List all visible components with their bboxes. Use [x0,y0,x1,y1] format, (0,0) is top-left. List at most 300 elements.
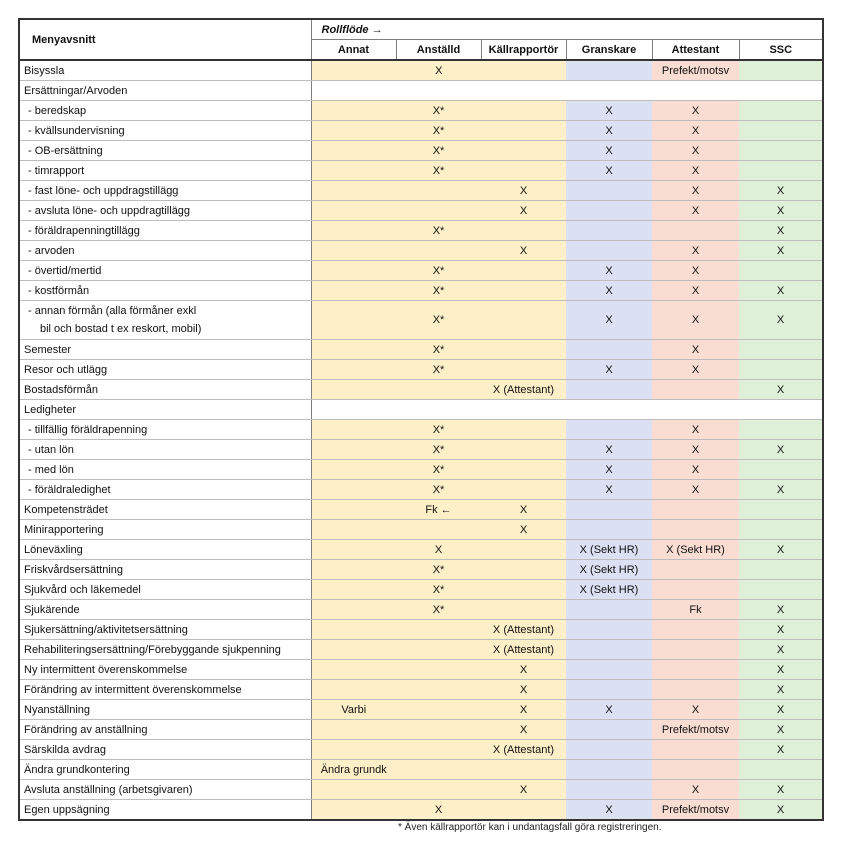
role-cell-anställd: X* [396,600,481,620]
table-row [19,560,823,580]
role-cell-empty [396,720,481,740]
role-header-anställd: Anställd [396,40,481,61]
role-cell-granskare: X (Sekt HR) [566,580,652,600]
role-cell-källrapportör: X [481,660,566,680]
role-cell-källrapportör: X [481,780,566,800]
role-cell-empty [311,580,396,600]
role-cell-empty [566,780,652,800]
menu-label-text: - avsluta löne- och uppdragtillägg [28,204,191,217]
role-cell-anställd: X* [396,121,481,141]
role-cell-anställd: Fk ← [396,500,481,520]
role-cell-empty [311,161,396,181]
menu-section-label [19,720,311,740]
role-cell-anställd: X* [396,281,481,301]
table-row [19,201,823,221]
role-cell-empty [311,420,396,440]
role-cell-empty [311,360,396,380]
menu-section-label [19,81,311,101]
role-cell-annat: X [311,60,566,81]
role-cell-empty [481,281,566,301]
role-cell-empty [481,340,566,360]
role-cell-ssc: X [739,620,823,640]
table-row [19,281,823,301]
menu-label-text: - föräldrapenningtillägg [28,224,140,237]
role-cell-attestant: X [652,181,739,201]
role-cell-attestant: Prefekt/motsv [652,60,739,81]
role-cell-ssc: X [739,540,823,560]
role-cell-empty [481,360,566,380]
role-cell-källrapportör: X [481,520,566,540]
role-cell-ssc: X [739,720,823,740]
role-cell-empty [652,520,739,540]
role-cell-ssc: X [739,800,823,821]
role-cell-empty [396,700,481,720]
table-row [19,241,823,261]
role-cell-empty [311,600,396,620]
role-cell-attestant: X [652,101,739,121]
role-cell-empty [311,221,396,241]
table-row [19,500,823,520]
role-cell-granskare: X [566,800,652,821]
role-cell-källrapportör: X (Attestant) [481,640,566,660]
role-cell-ssc: X [739,241,823,261]
role-cell-empty [739,560,823,580]
role-cell-granskare: X [566,261,652,281]
role-cell-empty [566,340,652,360]
role-cell-källrapportör: X (Attestant) [481,380,566,400]
role-cell-attestant: X [652,281,739,301]
role-cell-empty [311,440,396,460]
role-cell-empty [311,380,396,400]
role-cell-ssc: X [739,440,823,460]
menu-section-label [19,680,311,700]
role-cell-empty [652,760,739,780]
role-cell-attestant: X (Sekt HR) [652,540,739,560]
role-cell-empty [396,680,481,700]
menu-section-label [19,101,311,121]
role-header-annat: Annat [311,40,396,61]
menu-section-label [19,480,311,500]
menu-label-text: Avsluta anställning (arbetsgivaren) [24,783,193,796]
role-cell-ssc: X [739,480,823,500]
role-cell-empty [739,101,823,121]
role-cell-empty [481,460,566,480]
menu-label-text: - OB-ersättning [28,144,103,157]
role-cell-empty [566,201,652,221]
role-cell-källrapportör: X [481,700,566,720]
role-cell-ssc: X [739,221,823,241]
menu-label-text: - beredskap [28,104,87,117]
role-cell-attestant: Fk [652,600,739,620]
table-row [19,780,823,800]
role-cell-empty [566,420,652,440]
role-cell-empty [652,640,739,660]
role-cell-empty [311,480,396,500]
role-cell-empty [311,460,396,480]
role-cell-empty [311,560,396,580]
menu-label-text: Semester [24,343,72,356]
role-cell-granskare: X [566,301,652,340]
menu-section-label [19,340,311,360]
role-cell-empty [311,680,396,700]
role-cell-empty [566,680,652,700]
role-cell-empty [739,161,823,181]
role-cell-annat: Varbi [311,700,396,720]
role-flow-table-wrapper [18,18,824,821]
role-cell-granskare: X [566,101,652,121]
role-cell-empty [311,241,396,261]
table-row [19,141,823,161]
role-cell-anställd: X* [396,161,481,181]
role-cell-empty [481,560,566,580]
role-cell-attestant: X [652,340,739,360]
role-cell-empty [652,740,739,760]
role-cell-anställd: X* [396,340,481,360]
role-cell-empty [396,760,481,780]
role-cell-granskare: X [566,700,652,720]
role-flow-table [18,18,824,821]
role-cell-anställd: X* [396,101,481,121]
role-cell-empty [396,181,481,201]
table-row [19,460,823,480]
role-cell-empty [481,301,566,340]
role-cell-empty [566,221,652,241]
role-cell-empty [311,281,396,301]
menu-section-label [19,440,311,460]
menu-label-text: - fast löne- och uppdragstillägg [28,184,179,197]
role-cell-empty [566,760,652,780]
role-cell-empty [481,600,566,620]
role-cell-empty [481,760,566,780]
menu-label-text: Bostadsförmån [24,383,98,396]
role-cell-empty [652,221,739,241]
menu-label-text: Ny intermittent överenskommelse [24,663,188,676]
role-cell-empty [566,620,652,640]
role-cell-empty [566,640,652,660]
menu-section-label [19,540,311,560]
role-cell-empty [481,161,566,181]
menu-section-label [19,760,311,780]
role-cell-attestant: X [652,121,739,141]
menu-section-label [19,221,311,241]
menu-section-label [19,640,311,660]
menu-section-label [19,420,311,440]
menu-section-label [19,181,311,201]
table-row [19,620,823,640]
role-cell-ssc: X [739,380,823,400]
role-cell-anställd: X [396,800,481,821]
role-cell-empty [481,440,566,460]
role-header-ssc: SSC [739,40,823,61]
role-cell-empty [652,580,739,600]
role-cell-empty [311,780,396,800]
menu-label-text: Löneväxling [24,543,83,556]
menu-label-text: Särskilda avdrag [24,743,106,756]
menu-label-text: - annan förmån (alla förmåner exkl [28,305,197,317]
role-cell-empty [481,480,566,500]
role-flow-label: Rollflöde [321,23,369,36]
menu-section-label [19,380,311,400]
table-row [19,680,823,700]
table-row [19,700,823,720]
role-cell-granskare: X [566,460,652,480]
menu-section-label [19,780,311,800]
table-row [19,740,823,760]
menu-section-label [19,261,311,281]
role-cell-empty [566,600,652,620]
role-cell-empty [311,800,396,821]
role-cell-empty [311,500,396,520]
role-cell-attestant: X [652,261,739,281]
role-flow-header [311,19,823,40]
arrow-right-icon: → [371,23,383,36]
role-cell-empty [311,520,396,540]
table-row [19,301,823,340]
role-cell-empty [739,261,823,281]
menu-label-text: - kostförmån [28,284,90,297]
role-cell-attestant: X [652,480,739,500]
role-cell-granskare: X (Sekt HR) [566,540,652,560]
menu-section-label [19,241,311,261]
role-cell-attestant: X [652,420,739,440]
role-cell-attestant: X [652,301,739,340]
menu-section-label [19,600,311,620]
menu-label-text: Ändra grundkontering [24,763,130,776]
role-cell-attestant: Prefekt/motsv [652,800,739,821]
menu-section-label [19,161,311,181]
role-cell-empty [396,520,481,540]
role-cell-empty [566,660,652,680]
role-cell-empty [481,141,566,161]
role-cell-ssc: X [739,600,823,620]
role-cell-empty [566,520,652,540]
role-cell-attestant: X [652,201,739,221]
menu-section-label [19,740,311,760]
role-cell-annat: Ändra grundk [311,760,396,780]
role-cell-empty [481,800,566,821]
table-row [19,480,823,500]
table-row [19,221,823,241]
role-cell-källrapportör: X [481,720,566,740]
table-row [19,800,823,821]
section-blank-cell [311,400,823,420]
role-cell-ssc: X [739,281,823,301]
role-cell-empty [652,620,739,640]
role-cell-anställd: X* [396,560,481,580]
table-row [19,380,823,400]
role-cell-empty [311,340,396,360]
role-cell-empty [311,121,396,141]
role-cell-empty [652,560,739,580]
table-row [19,340,823,360]
role-cell-attestant: X [652,700,739,720]
role-cell-empty [739,460,823,480]
role-cell-empty [396,201,481,221]
menu-label-text: Förändring av intermittent överenskommelse [24,683,242,696]
role-cell-empty [396,640,481,660]
menu-label-text: Bisyssla [24,64,65,77]
table-row [19,161,823,181]
role-cell-empty [311,540,396,560]
role-cell-attestant: X [652,780,739,800]
menu-section-label [19,60,311,81]
role-cell-empty [739,141,823,161]
role-cell-empty [311,720,396,740]
role-cell-anställd: X [396,540,481,560]
menu-section-label [19,201,311,221]
role-cell-empty [311,620,396,640]
menu-label-text: Sjukvård och läkemedel [24,583,141,596]
role-cell-granskare: X [566,360,652,380]
role-cell-empty [566,241,652,261]
menu-label-text: Rehabiliteringsersättning/Förebyggande sjukpenning [24,643,281,656]
role-cell-empty [481,580,566,600]
menu-label-text: Ersättningar/Arvoden [24,84,128,97]
table-row [19,360,823,380]
role-cell-empty [566,740,652,760]
role-cell-anställd: X* [396,580,481,600]
role-cell-anställd: X* [396,460,481,480]
role-cell-empty [396,660,481,680]
role-cell-empty [566,380,652,400]
menu-section-label [19,301,311,340]
role-cell-empty [739,420,823,440]
table-row [19,720,823,740]
table-body [19,60,823,820]
menu-label-text: Kompetensträdet [24,503,108,516]
role-cell-empty [652,500,739,520]
role-cell-ssc: X [739,640,823,660]
menu-label-text: - timrapport [28,164,85,177]
section-blank-cell [311,81,823,101]
role-cell-granskare: X [566,440,652,460]
role-cell-empty [311,101,396,121]
role-cell-empty [481,540,566,560]
menu-label-text: - övertid/mertid [28,264,102,277]
role-cell-empty [481,221,566,241]
menu-label-text: - kvällsundervisning [28,124,125,137]
menu-section-label [19,660,311,680]
menu-label-text: - tillfällig föräldrapenning [28,423,148,436]
role-cell-attestant: X [652,360,739,380]
menu-label-text: Nyanställning [24,703,91,716]
role-cell-attestant: X [652,440,739,460]
role-cell-empty [396,620,481,640]
menu-section-header: Menyavsnitt [19,19,311,60]
role-cell-anställd: X* [396,141,481,161]
menu-section-label [19,580,311,600]
menu-label-text: Förändring av anställning [24,723,148,736]
role-cell-källrapportör: X (Attestant) [481,740,566,760]
role-cell-empty [481,420,566,440]
table-row [19,520,823,540]
role-cell-empty [652,660,739,680]
menu-section-label [19,560,311,580]
table-row [19,580,823,600]
role-cell-källrapportör: X [481,500,566,520]
role-cell-ssc: X [739,740,823,760]
role-cell-granskare: X [566,161,652,181]
menu-label-text: - föräldraledighet [28,483,111,496]
menu-section-label [19,281,311,301]
menu-section-label [19,141,311,161]
menu-section-label [19,121,311,141]
table-row [19,660,823,680]
table-row [19,60,823,81]
role-cell-källrapportör: X [481,181,566,201]
role-cell-ssc: X [739,201,823,221]
role-cell-källrapportör: X [481,241,566,261]
table-row [19,440,823,460]
role-cell-empty [311,261,396,281]
role-cell-empty [566,720,652,740]
role-cell-anställd: X* [396,420,481,440]
menu-section-label [19,400,311,420]
role-cell-empty [311,201,396,221]
role-cell-källrapportör: X (Attestant) [481,620,566,640]
role-cell-empty [566,500,652,520]
table-row [19,760,823,780]
menu-label-text: - utan lön [28,443,74,456]
role-cell-attestant: Prefekt/motsv [652,720,739,740]
role-header-attestant: Attestant [652,40,739,61]
table-row [19,121,823,141]
role-cell-granskare: X [566,141,652,161]
role-cell-ssc [739,60,823,81]
role-cell-granskare: X [566,121,652,141]
role-cell-empty [739,760,823,780]
role-cell-empty [739,360,823,380]
role-cell-anställd: X* [396,221,481,241]
role-cell-anställd: X* [396,480,481,500]
role-cell-empty [396,780,481,800]
table-row [19,81,823,101]
role-cell-empty [566,181,652,201]
table-row [19,261,823,281]
role-cell-källrapportör: X [481,680,566,700]
role-cell-ssc: X [739,680,823,700]
role-cell-granskare [566,60,652,81]
menu-label-text: Ledigheter [24,403,76,416]
role-cell-empty [311,640,396,660]
role-cell-empty [311,740,396,760]
role-cell-källrapportör: X [481,201,566,221]
role-cell-empty [311,181,396,201]
role-cell-anställd: X* [396,261,481,281]
role-cell-granskare: X [566,480,652,500]
role-cell-empty [396,380,481,400]
role-cell-empty [481,261,566,281]
role-header-granskare: Granskare [566,40,652,61]
role-cell-attestant: X [652,141,739,161]
role-cell-anställd: X* [396,301,481,340]
role-cell-empty [652,680,739,700]
menu-section-label [19,460,311,480]
menu-label-text: Minirapportering [24,523,104,536]
footnote: * Även källrapportör kan i undantagsfall göra registreringen. [398,822,662,833]
role-cell-granskare: X [566,281,652,301]
role-cell-ssc: X [739,301,823,340]
role-cell-anställd: X* [396,360,481,380]
menu-label-text: Sjukersättning/aktivitetsersättning [24,623,188,636]
menu-section-label [19,700,311,720]
role-cell-empty [739,520,823,540]
role-cell-anställd: X* [396,440,481,460]
table-row [19,101,823,121]
role-cell-empty [739,340,823,360]
role-header-källrapportör: Källrapportör [481,40,566,61]
menu-label-text: Resor och utlägg [24,363,108,376]
